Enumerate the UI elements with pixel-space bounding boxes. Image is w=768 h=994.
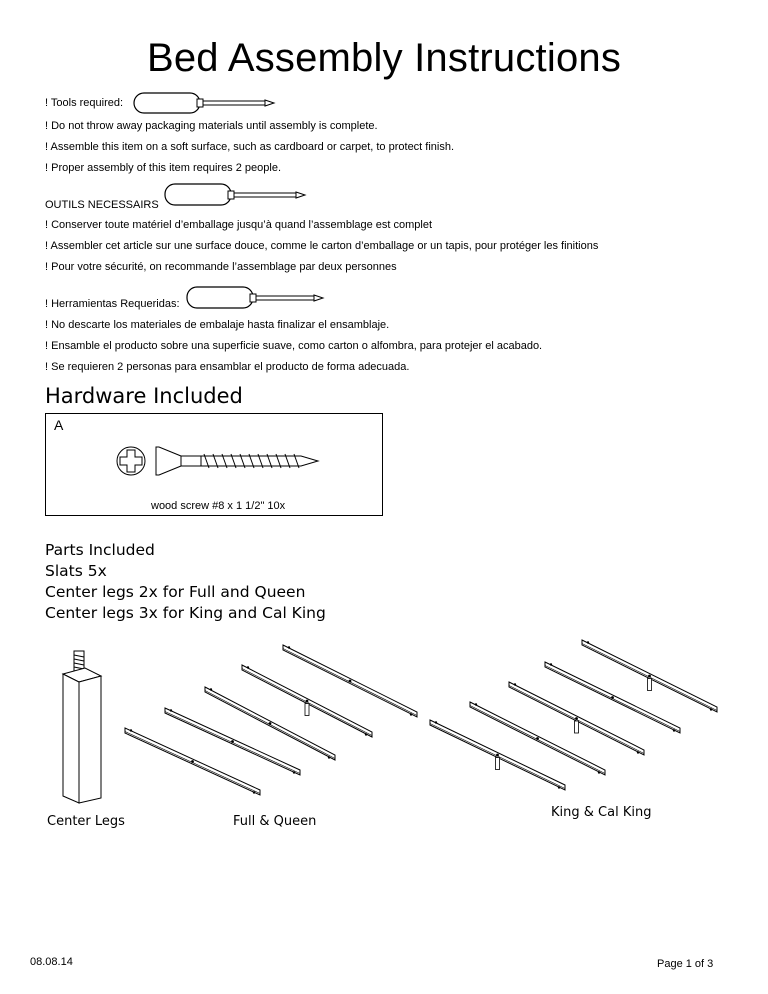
center-leg-icon [55,648,115,808]
screwdriver-icon [186,284,331,312]
en-tools-required: ! Tools required: [45,97,124,109]
slat [283,645,417,717]
full-queen-slats [120,640,420,800]
es-line-1: ! No descarte los materiales de embalaje hasta finalizar el ensamblaje. [45,319,390,331]
page-title: Bed Assembly Instructions [146,36,622,80]
fr-line-3: ! Pour votre sécurité, on recommande l’assemblage par deux personnes [45,261,397,273]
en-line-3: ! Proper assembly of this item requires 2 people. [45,162,282,174]
parts-list [45,540,326,624]
hardware-letter: A [54,417,64,433]
slat [205,687,335,760]
slat [242,665,372,737]
parts-line-3: Center legs 3x for King and Cal King [45,604,326,622]
es-line-2: ! Ensamble el producto sobre una superficie suave, como carton o alfombra, para protejer el acabado. [45,340,543,352]
hardware-heading: Hardware Included [45,384,243,408]
slat [165,708,300,775]
label-full-queen: Full & Queen [233,814,317,829]
parts-heading: Parts Included [45,541,155,559]
slat [582,640,717,712]
king-slats [425,635,725,795]
screwdriver-icon [133,90,278,116]
parts-line-1: Slats 5x [45,562,107,580]
fr-line-1: ! Conserver toute matériel d’emballage jusqu’à quand l’assemblage est complet [45,219,433,231]
slat [509,682,644,755]
slat [125,728,260,795]
parts-line-2: Center legs 2x for Full and Queen [45,583,306,601]
hardware-caption: wood screw #8 x 1 1/2" 10x [151,500,286,512]
es-line-3: ! Se requieren 2 personas para ensamblar el producto de forma adecuada. [45,361,410,373]
slat [545,662,680,733]
es-tools-required: ! Herramientas Requeridas: [45,298,180,310]
fr-tools-required: OUTILS NECESSAIRS [45,199,159,211]
screwdriver-icon [164,181,309,209]
footer-page: Page 1 of 3 [657,958,714,970]
fr-line-2: ! Assembler cet article sur une surface douce, comme le carton d’emballage or un tapis, pour protéger les finitions [45,240,599,252]
en-line-1: ! Do not throw away packaging materials until assembly is complete. [45,120,378,132]
label-king: King & Cal King [551,805,652,820]
footer-date: 08.08.14 [30,956,73,968]
hardware-box [45,413,383,516]
slat [430,720,565,790]
slat [470,702,605,775]
en-line-2: ! Assemble this item on a soft surface, such as cardboard or carpet, to protect finish. [45,141,455,153]
label-center-legs: Center Legs [47,814,125,829]
